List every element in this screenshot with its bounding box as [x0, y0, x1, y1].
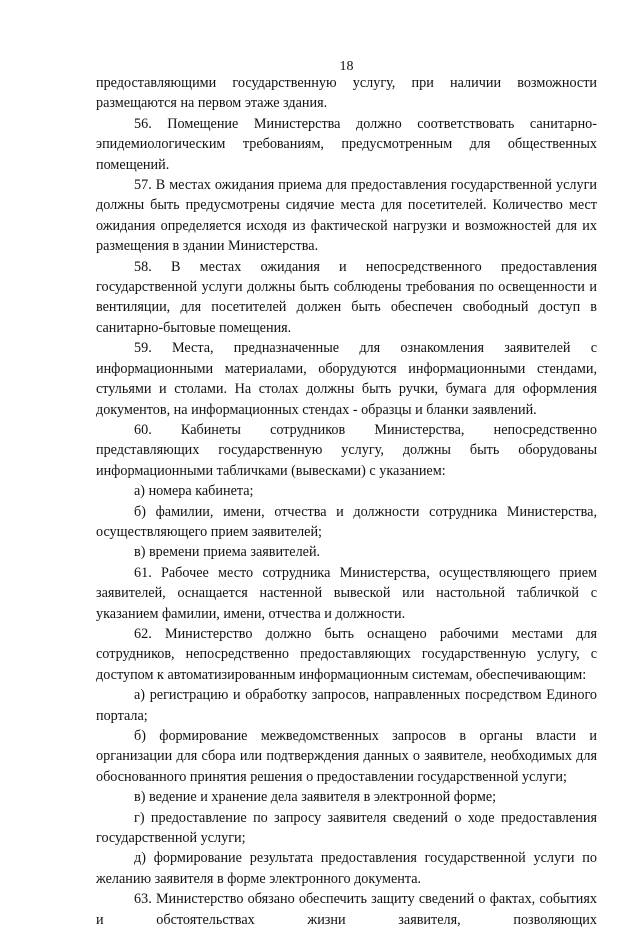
list-item-62e: д) формирование результата предоставления государственной услуги по желанию заявителя в форме электронного документа. — [96, 850, 597, 887]
paragraph-62: 62. Министерство должно быть оснащено рабочими местами для сотрудников, непосредственно предоставляющих государственную услугу, с доступом к автоматизированным информационным системам, обеспечивающим: — [96, 625, 597, 683]
list-item-60b: б) фамилии, имени, отчества и должности сотрудника Министерства, осуществляющего прием заявителей; — [96, 503, 597, 540]
document-body — [96, 73, 597, 930]
paragraph-56: 56. Помещение Министерства должно соответствовать санитарно-эпидемиологическим требованиям, предусмотренным для общественных помещений. — [96, 115, 597, 173]
paragraph-61: 61. Рабочее место сотрудника Министерства, осуществляющего прием заявителей, оснащается настенной вывеской или настольной табличкой с указанием фамилии, имени, отчества и должности. — [96, 564, 597, 622]
paragraph-57: 57. В местах ожидания приема для предоставления государственной услуги должны быть предусмотрены сидячие места для посетителей. Количество мест ожидания определяется исходя из фактической нагрузки и возможностей для их размещения в здании Министерства. — [96, 177, 597, 255]
paragraph-63: 63. Министерство обязано обеспечить защиту сведений о фактах, событиях и обстоятельствах жизни заявителя, позволяющих — [96, 891, 597, 928]
paragraph-continuation: предоставляющими государственную услугу, при наличии возможности размещаются на первом этаже здания. — [96, 75, 597, 112]
list-item-62a: а) регистрацию и обработку запросов, направленных посредством Единого портала; — [96, 687, 597, 724]
document-page — [96, 0, 597, 928]
paragraph-59: 59. Места, предназначенные для ознакомления заявителей с информационными материалами, оборудуются информационными стендами, стульями и столами. На столах должны быть ручки, бумага для оформления документов, на информационных стендах - образцы и бланки заявлений. — [96, 340, 597, 418]
list-item-60a: а) номера кабинета; — [134, 483, 254, 500]
list-item-60c: в) времени приема заявителей. — [134, 544, 321, 561]
list-item-62c: в) ведение и хранение дела заявителя в электронной форме; — [134, 789, 497, 806]
paragraph-58: 58. В местах ожидания и непосредственного предоставления государственной услуги должны быть соблюдены требования по освещенности и вентиляции, для посетителей должен быть обеспечен свободный доступ в санитарно-бытовые помещения. — [96, 258, 597, 336]
list-item-62d: г) предоставление по запросу заявителя сведений о ходе предоставления государственной услуги; — [96, 809, 597, 847]
page-number: 18 — [339, 59, 354, 74]
list-item-62b: б) формирование межведомственных запросов в органы власти и организации для сбора или подтверждения данных о заявителе, необходимых для обоснованного принятия решения о предоставлении государственной услуги; — [96, 728, 597, 785]
paragraph-60: 60. Кабинеты сотрудников Министерства, непосредственно представляющих государственную услугу, должны быть оборудованы информационными табличками (вывесками) с указанием: — [96, 421, 597, 479]
